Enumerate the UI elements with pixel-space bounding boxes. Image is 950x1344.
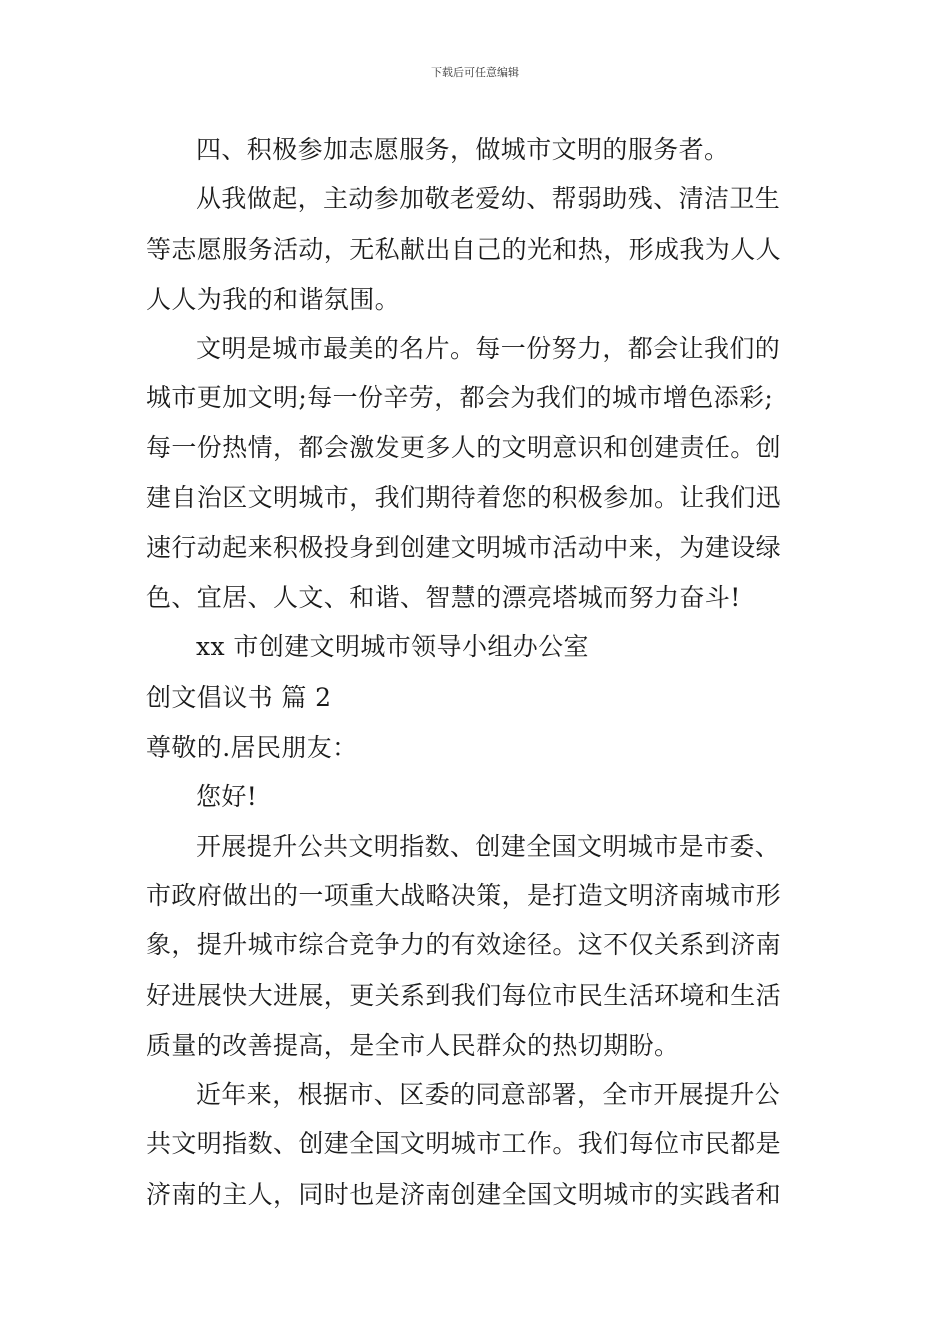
text-line-17: 象，提升城市综合竞争力的有效途径。这不仅关系到济南 [146, 930, 782, 959]
text-line-8: 建自治区文明城市，我们期待着您的积极参加。让我们迅 [146, 483, 782, 512]
text-line-10: 色、宜居、人文、和谐、智慧的漂亮塔城而努力奋斗! [146, 583, 741, 612]
text-line-5: 文明是城市最美的名片。每一份努力，都会让我们的 [196, 334, 781, 363]
text-line-2: 从我做起，主动参加敬老爱幼、帮弱助残、清洁卫生 [196, 184, 781, 213]
signature-line: xx 市创建文明城市领导小组办公室 [196, 632, 589, 661]
text-line-1: 四、积极参加志愿服务，做城市文明的服务者。 [196, 135, 730, 164]
section-title: 创文倡议书 篇 2 [146, 683, 332, 712]
text-line-21: 共文明指数、创建全国文明城市工作。我们每位市民都是 [146, 1129, 782, 1158]
text-line-6: 城市更加文明;每一份辛劳，都会为我们的城市增色添彩; [146, 383, 774, 412]
text-line-16: 市政府做出的一项重大战略决策，是打造文明济南城市形 [146, 881, 782, 910]
text-line-20: 近年来，根据市、区委的同意部署，全市开展提升公 [196, 1080, 781, 1109]
salutation: 尊敬的.居民朋友： [146, 733, 358, 762]
header-note: 下载后可任意编辑 [431, 66, 519, 79]
text-line-22: 济南的主人，同时也是济南创建全国文明城市的实践者和 [146, 1180, 782, 1209]
text-line-18: 好进展快大进展，更关系到我们每位市民生活环境和生活 [146, 981, 782, 1010]
text-line-4: 人人为我的和谐氛围。 [146, 285, 401, 314]
text-line-9: 速行动起来积极投身到创建文明城市活动中来，为建设绿 [146, 533, 782, 562]
text-line-7: 每一份热情，都会激发更多人的文明意识和创建责任。创 [146, 433, 782, 462]
text-line-3: 等志愿服务活动，无私献出自己的光和热，形成我为人人 [146, 235, 782, 264]
greeting: 您好! [196, 782, 258, 811]
text-line-15: 开展提升公共文明指数、创建全国文明城市是市委、 [196, 832, 781, 861]
text-line-19: 质量的改善提高，是全市人民群众的热切期盼。 [146, 1031, 680, 1060]
